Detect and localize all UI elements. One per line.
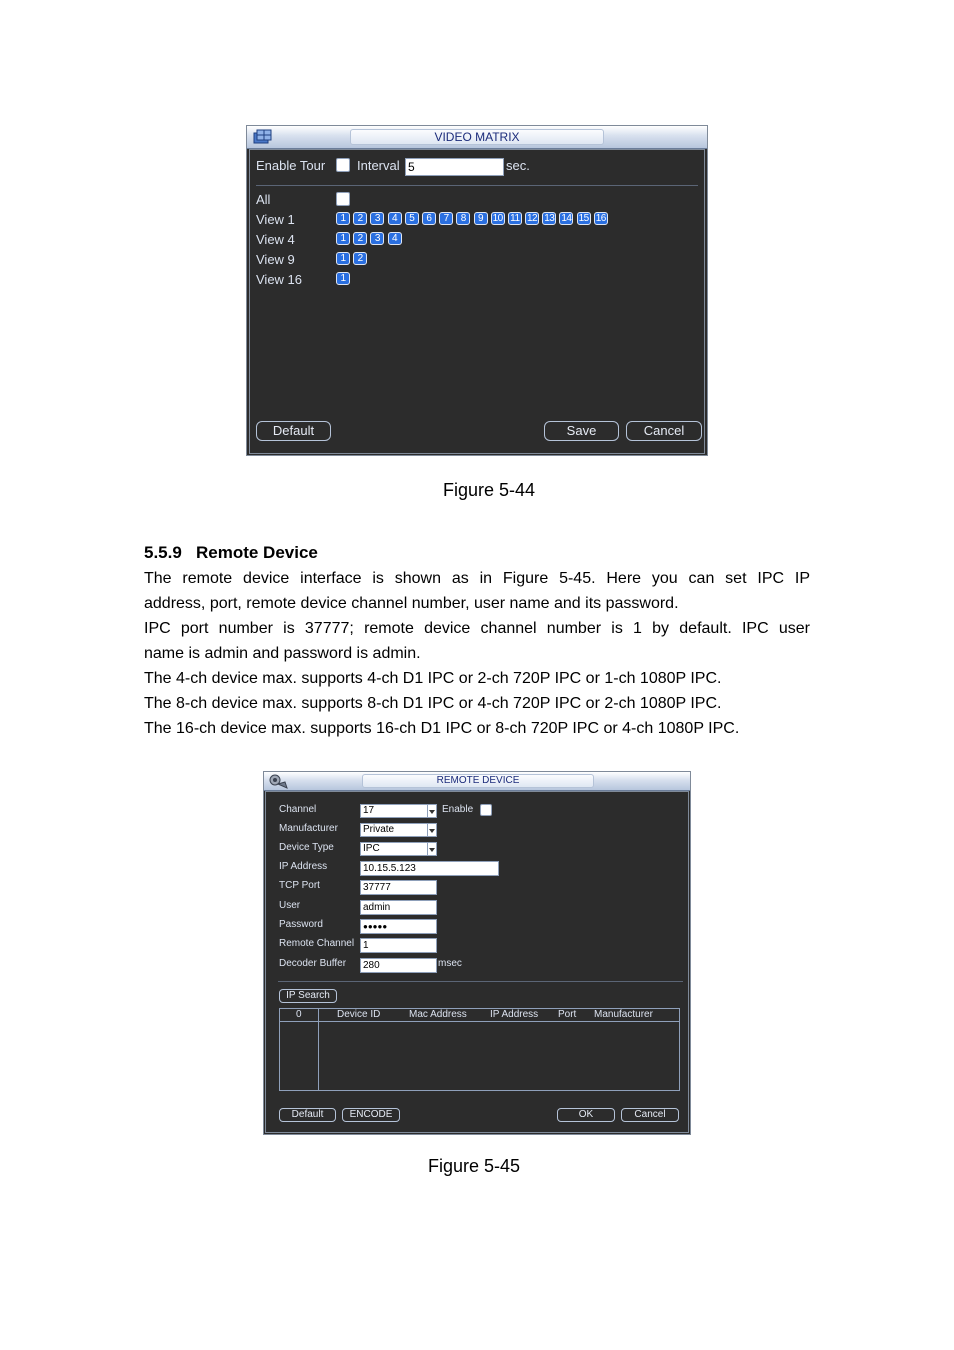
channel-tile[interactable]: 15 [578, 213, 589, 224]
manufacturer-select[interactable] [360, 823, 437, 837]
enable-label: Enable [442, 804, 474, 815]
cancel-button[interactable]: Cancel [626, 421, 702, 441]
matrix-icon [253, 128, 273, 144]
channel-tile[interactable]: 4 [388, 212, 402, 225]
enable-tour-label: Enable Tour [256, 158, 326, 173]
view1-tiles [336, 212, 611, 225]
view4-tiles [336, 232, 405, 245]
user-label: User [279, 900, 301, 911]
channel-tile[interactable]: 9 [474, 212, 488, 225]
video-matrix-dialog [246, 125, 708, 456]
channel-tile[interactable]: 2 [353, 212, 367, 225]
table-header [280, 1009, 679, 1022]
view4-label: View 4 [256, 232, 295, 247]
channel-tile[interactable]: 5 [405, 212, 419, 225]
remote-channel-input[interactable]: 1 [360, 938, 437, 953]
paragraph-line: name is admin and password is admin. [144, 645, 421, 662]
tcp-port-input[interactable]: 37777 [360, 880, 437, 895]
decoder-buffer-input[interactable]: 280 [360, 958, 437, 973]
password-input[interactable]: ●●●●● [360, 919, 437, 934]
section-heading: 5.5.9 Remote Device [144, 543, 318, 562]
tcp-port-label: TCP Port [279, 880, 320, 891]
section-paragraph [144, 566, 810, 741]
all-checkbox[interactable] [336, 192, 350, 206]
decoder-buffer-label: Decoder Buffer [279, 958, 347, 969]
chevron-down-icon [427, 824, 436, 836]
encode-button[interactable]: ENCODE [342, 1108, 400, 1122]
column-divider [318, 1009, 319, 1090]
dialog-titlebar [264, 772, 690, 791]
paragraph-line: IPC port number is 37777; remote device channel number is 1 by default. IPC user [144, 620, 810, 637]
view16-tiles [336, 272, 353, 285]
view9-tiles [336, 252, 370, 265]
channel-tile[interactable]: 1 [336, 272, 350, 285]
channel-tile[interactable]: 10 [492, 213, 503, 224]
paragraph-line: The remote device interface is shown as in Figure 5-45. Here you can set IPC IP [144, 570, 810, 587]
password-label: Password [279, 919, 323, 930]
column-header: Device ID [337, 1009, 381, 1020]
channel-tile[interactable]: 1 [336, 252, 350, 265]
user-input[interactable]: admin [360, 900, 437, 915]
all-label: All [256, 192, 271, 207]
chevron-down-icon [427, 843, 436, 855]
channel-tile[interactable]: 2 [353, 252, 367, 265]
paragraph-line: address, port, remote device channel number, user name and its password. [144, 595, 679, 612]
dialog-title: REMOTE DEVICE [362, 774, 594, 788]
default-button[interactable]: Default [256, 421, 331, 441]
remote-device-dialog [263, 771, 691, 1135]
channel-tile[interactable]: 12 [527, 213, 538, 224]
channel-label: Channel [279, 804, 317, 815]
figure-caption: Figure 5-44 [443, 480, 536, 500]
device-type-value: IPC [363, 843, 380, 854]
paragraph-line: The 8-ch device max. supports 8-ch D1 IPC or 4-ch 720P IPC or 2-ch 1080P IPC. [144, 695, 722, 712]
channel-tile[interactable]: 1 [336, 212, 350, 225]
interval-input[interactable]: 5 [405, 158, 504, 176]
view9-label: View 9 [256, 252, 295, 267]
manufacturer-value: Private [363, 824, 395, 835]
column-header: IP Address [490, 1009, 539, 1020]
ip-search-button[interactable]: IP Search [279, 989, 337, 1003]
channel-tile[interactable]: 2 [353, 232, 367, 245]
channel-tile[interactable]: 14 [561, 213, 572, 224]
msec-label: msec [438, 958, 462, 969]
interval-label: Interval [357, 158, 400, 173]
channel-tile[interactable]: 6 [422, 212, 436, 225]
view16-label: View 16 [256, 272, 303, 287]
manufacturer-label: Manufacturer [279, 823, 338, 834]
channel-tile[interactable]: 16 [595, 213, 606, 224]
divider [256, 185, 698, 186]
channel-tile[interactable]: 7 [439, 212, 453, 225]
column-header: 0 [296, 1009, 302, 1020]
network-icon [268, 773, 290, 789]
save-button[interactable]: Save [544, 421, 619, 441]
paragraph-line: The 16-ch device max. supports 16-ch D1 IPC or 8-ch 720P IPC or 4-ch 1080P IPC. [144, 720, 740, 737]
figure-caption: Figure 5-45 [428, 1156, 521, 1176]
channel-tile[interactable]: 3 [370, 232, 384, 245]
cancel-button[interactable]: Cancel [621, 1108, 679, 1122]
dialog-body [249, 149, 705, 454]
channel-tile[interactable]: 8 [456, 212, 470, 225]
device-type-select[interactable] [360, 842, 437, 856]
device-table [279, 1008, 680, 1091]
sec-label: sec. [506, 158, 530, 173]
ip-address-label: IP Address [279, 861, 328, 872]
dialog-title: VIDEO MATRIX [350, 129, 604, 145]
column-header: Port [558, 1009, 577, 1020]
remote-channel-label: Remote Channel [279, 938, 355, 949]
channel-tile[interactable]: 4 [388, 232, 402, 245]
enable-tour-checkbox[interactable] [336, 158, 350, 172]
channel-tile[interactable]: 3 [370, 212, 384, 225]
device-type-label: Device Type [279, 842, 334, 853]
paragraph-line: The 4-ch device max. supports 4-ch D1 IPC or 2-ch 720P IPC or 1-ch 1080P IPC. [144, 670, 722, 687]
column-header: Manufacturer [594, 1009, 653, 1020]
default-button[interactable]: Default [279, 1108, 336, 1122]
chevron-down-icon [427, 805, 436, 817]
channel-value: 17 [363, 805, 375, 816]
channel-tile[interactable]: 13 [544, 213, 555, 224]
ip-address-input[interactable]: 10.15.5.123 [360, 861, 499, 876]
view1-label: View 1 [256, 212, 295, 227]
ok-button[interactable]: OK [557, 1108, 615, 1122]
channel-tile[interactable]: 11 [508, 212, 522, 225]
channel-select[interactable] [360, 804, 437, 818]
dialog-titlebar [247, 126, 707, 149]
column-header: Mac Address [409, 1009, 467, 1020]
enable-checkbox[interactable] [480, 804, 492, 816]
channel-tile[interactable]: 1 [336, 232, 350, 245]
divider [278, 981, 683, 982]
